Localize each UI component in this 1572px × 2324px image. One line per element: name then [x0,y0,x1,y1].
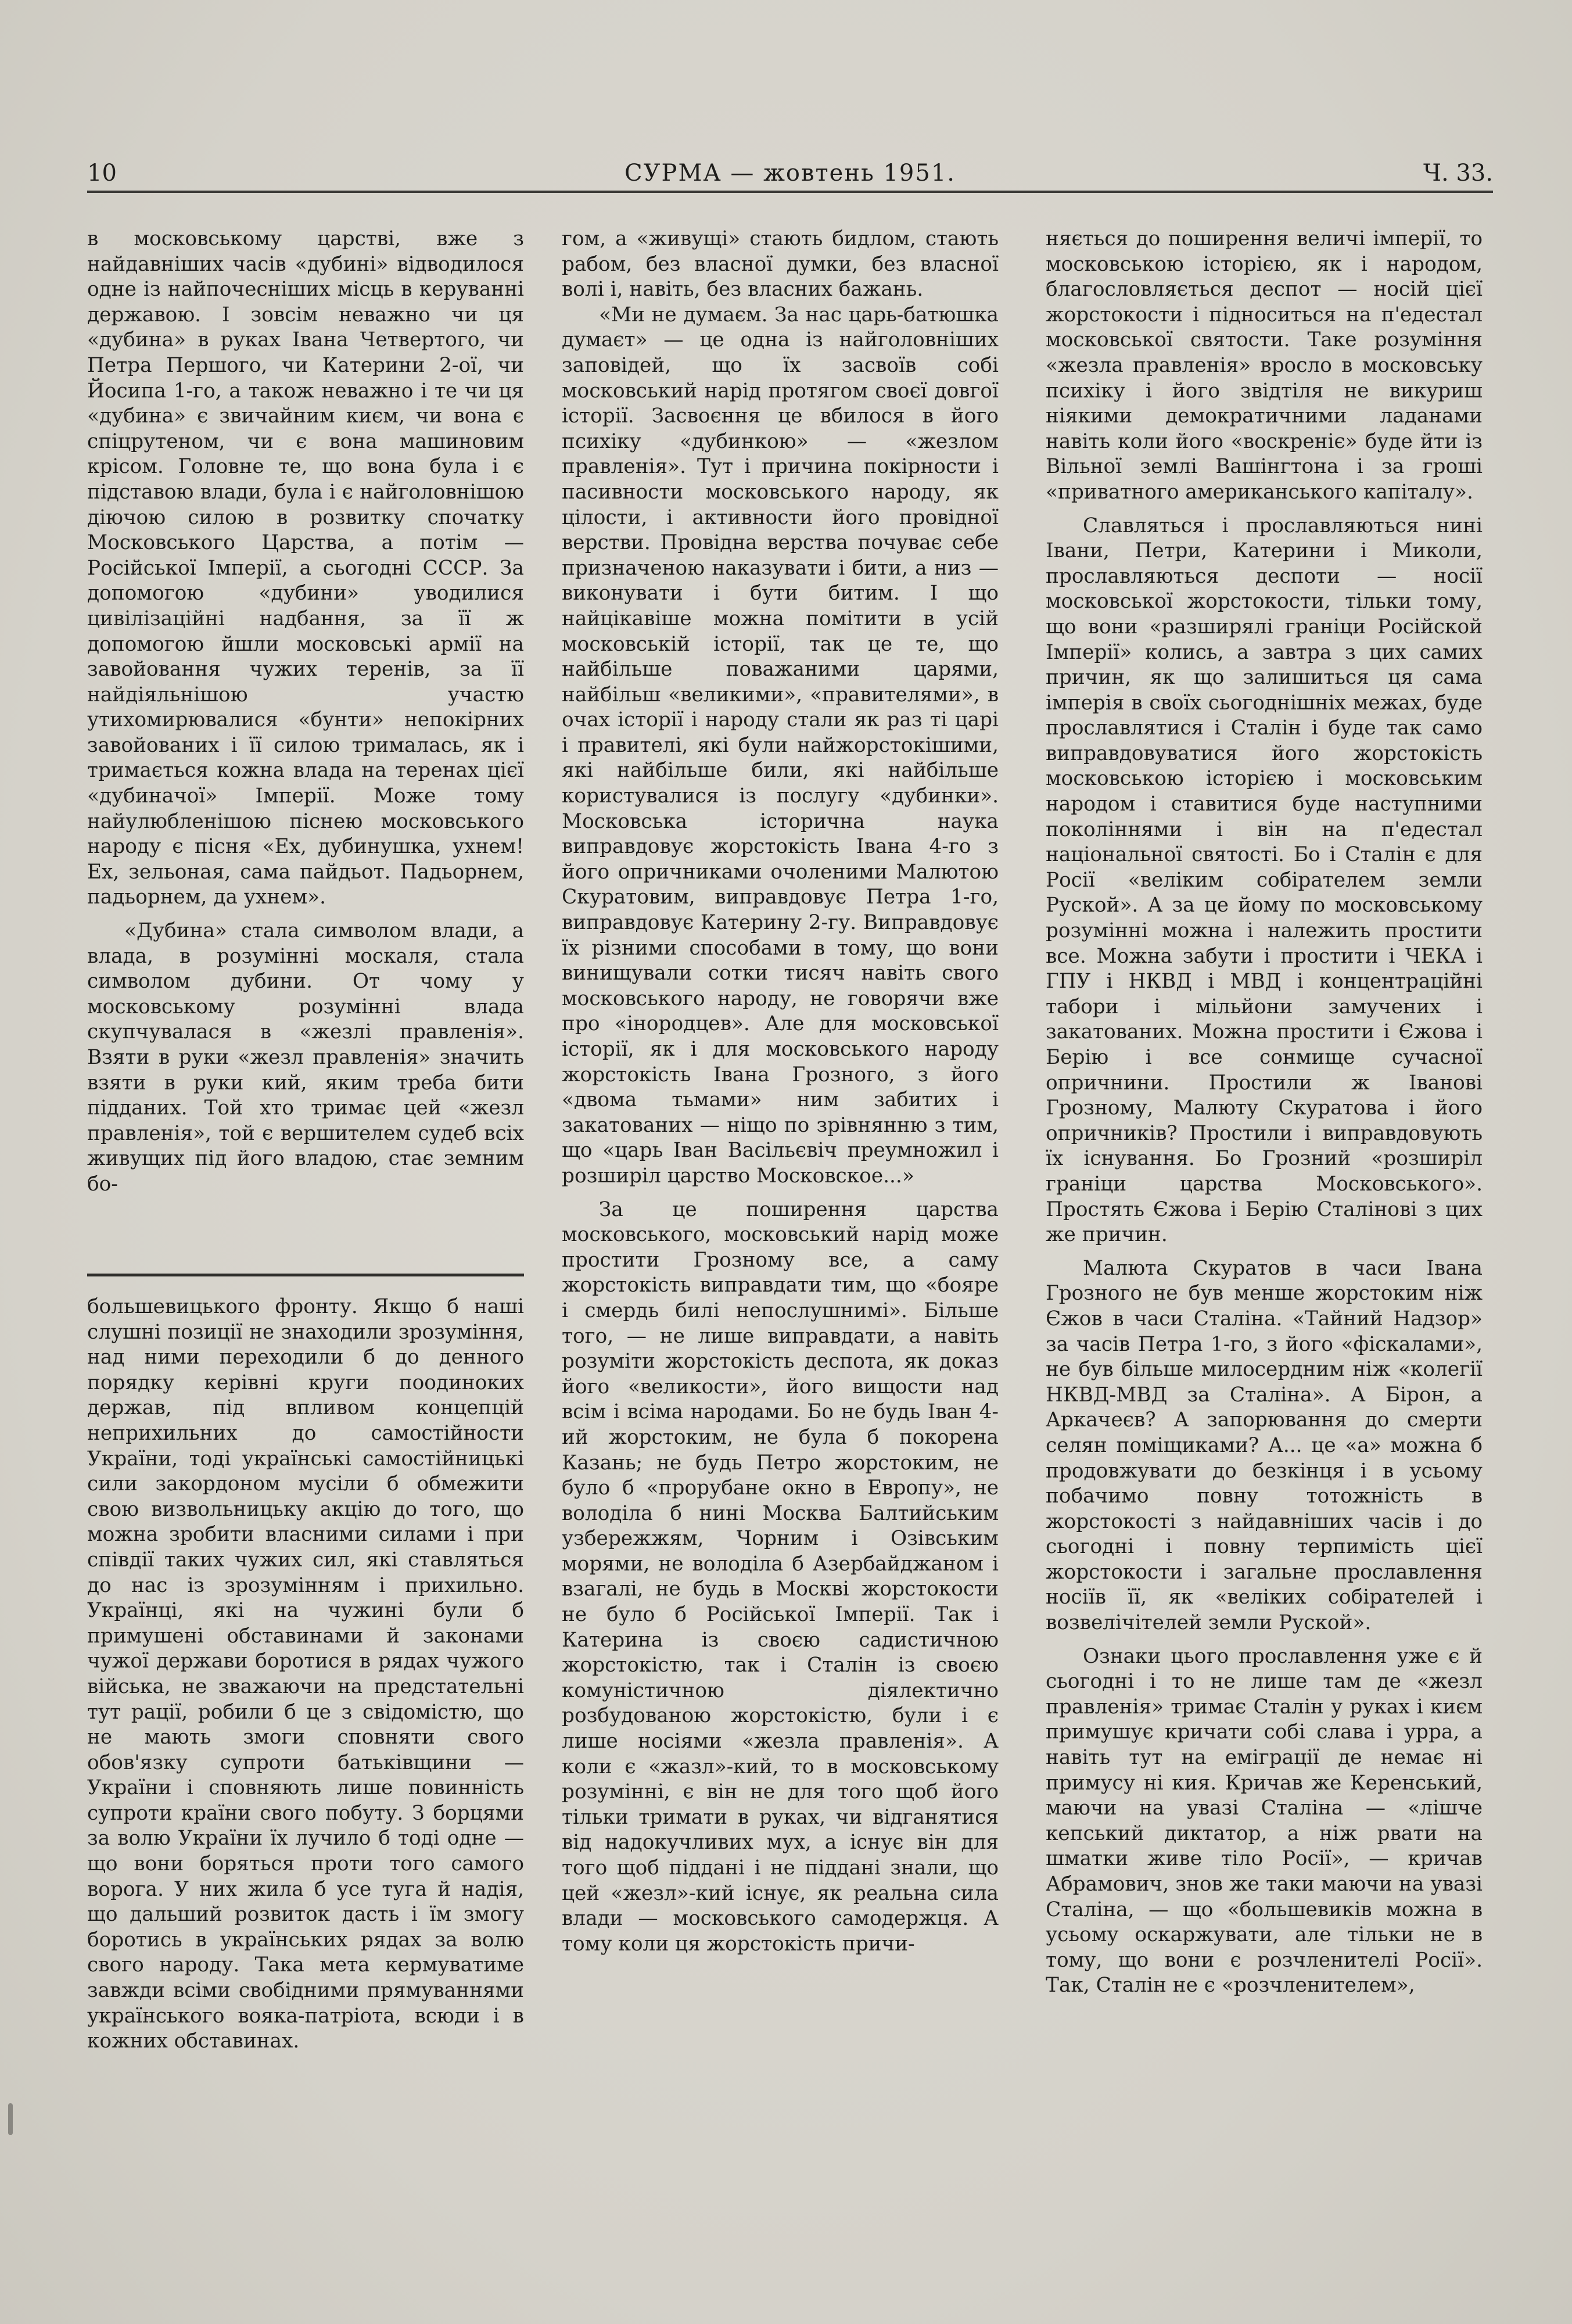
paragraph: «Дубина» стала символом влади, а влада, в розумінні москаля, стала символом дубини. От чому у московському розумінні влада скупчувалася в «жезлі правленія». Взяти в руки «жезл правленія» значить взяти в руки кий, яким треба бити підданих. Той хто тримає цей «жезл правленія», той є вершителем судеб всіх живущих під його владою, стає земним бо- [87,919,524,1196]
paragraph: За це поширення царства московського, московський нарід може простити Грозному все, а саму жорстокість виправдати тим, що «бояре і смердь билі непослушнимі». Більше того, — не лише виправдати, а навіть розуміти жорстокість деспота, як доказ його «великости», його вищости над всім і всіма народами. Бо не будь Іван 4-ий жорстоким, не була б покорена Казань; не будь Петро жорстоким, не було б «прорубане окно в Европу», не володіла б нині Москва Балтийським узбережжям, Чорним і Озівським морями, не володіла б Азербайджаном і взагалі, не будь в Москві жорстокости не було б Російської Імперії. Так і Катерина із своєю садистичною жорстокістю, так і Сталін із своєю комуністичною діялектично розбудованою жорстокістю, були і є лише носіями «жезла правленія». А коли є «жазл»-кий, то в московському розумінні, є він не для того щоб його тільки тримати в руках, чи відганятися від надокучливих мух, а існує він для того щоб піддані і не піддані знали, що цей «жезл»-кий існує, як реальна сила влади — московського самодержця. А тому коли ця жорстокість причи- [562,1197,999,1956]
column-2 [562,227,999,1957]
header-rule [87,191,1493,193]
issue-number: Ч. 33. [1423,160,1493,187]
print-smudge [8,2103,13,2135]
column-1-continued-article [87,1294,524,2054]
page-number: 10 [87,160,117,187]
paragraph: Малюта Скуратов в часи Івана Грозного не був менше жорстоким ніж Єжов в часи Сталіна. «Тайний Надзор» за часів Петра 1-го, з його «фіскалами», не був більше милосердним ніж «колегії НКВД-МВД за Сталіна». А Бірон, а Аркачеєв? А запорювання до смерти селян поміщиками? А... це «а» можна б продовжувати до безкінця і в усьому побачимо повну тотожність в жорстокості з найдавніших часів і до сьогодні і повну терпимість цієї жорстокости і загальне прославлення носіїв її, як «веліких собірателей і возвелічітелей земли Руской». [1046,1256,1483,1635]
section-divider [87,1274,524,1276]
paragraph: Ознаки цього прославлення уже є й сьогодні і то не лише там де «жезл правленія» тримає Сталін у руках і києм примушує кричати собі слава і урра, а навіть тут на еміграції де немає ні примусу ні кия. Кричав же Керенський, маючи на увазі Сталіна — «лішче кепський диктатор, а ніж рвати на шматки живе тіло Росії», — кричав Абрамович, знов же таки маючи на увазі Сталіна, — що «большевиків можна в усьому оскаржувати, але тільки не в тому, що вони є розчленителі Росії». Так, Сталін не є «розчленителем», [1046,1644,1483,1997]
paragraph: «Ми не думаєм. За нас царь-батюшка думаєт» — це одна із найголовніших заповідей, що їх засвоїв собі московський нарід протягом своєї довгої історії. Засвоєння це вбилося в його психіку «дубинкою» — «жезлом правленія». Тут і причина покірности і пасивности московського народу, як цілости, і активности його провідної верстви. Провідна верства почуває себе призначеною наказувати і бити, а низ — виконувати і бути битим. І що найцікавіше можна помітити в усій московській історії, так це те, що найбільше поважаними царями, найбільш «великими», «правителями», в очах історії і народу стали як раз ті царі і правителі, які були найжорстокішими, які найбільше били, які найбільше користувалися із послугу «дубинки». Московська історична наука виправдовує жорстокість Івана 4-го з його опричниками очоленими Малютою Скуратовим, виправдовує Петра 1-го, виправдовує Катерину 2-гу. Виправдовує їх різними способами в тому, що вони винищували сотки тисяч навіть свого московського народу, не говорячи вже про «інородцев». Але для московської історії, як і для московського народу жорстокість Івана Грозного, з його «двома тьмами» ним забитих і закатованих — ніщо по зрівнянню з тим, що «царь Іван Васільєвіч преумножил і розширіл царство Московское...» [562,303,999,1188]
publication-title: СУРМА — жовтень 1951. [625,160,956,187]
paragraph: в московському царстві, вже з найдавніших часів «дубині» відводилося одне із найпочесніших місць в керуванні державою. І зовсім неважно чи ця «дубина» в руках Івана Четвертого, чи Петра Першого, чи Катерини 2-ої, чи Йосипа 1-го, а також неважно і те чи ця «дубина» є звичайним києм, чи вона є спіцрутеном, чи є вона машиновим крісом. Головне те, що вона була і є підставою влади, була і є найголовнішою діючою силою в розвитку спочатку Московського Царства, а потім — Російської Імперії, а сьогодні СССР. За допомогою «дубини» уводилися цивілізаційні надбання, за її ж допомогою йшли московські армії на завойовання чужих теренів, за її найдіяльнішою участю утихомирювалися «бунти» непокірних завойованих і її силою трималась, як і тримається кожна влада на теренах цієї «дубиначої» Імперії. Може тому найулюбленішою піснею московського народу є пісня «Ех, дубинушка, ухнем! Ех, зельоная, сама пайдьот. Падьорнем, падьорнем, да ухнем». [87,227,524,909]
paragraph: Славляться і прославляються нині Івани, Петри, Катерини і Миколи, прославляються деспоти — носії московської жорстокости, тільки тому, що вони «разширялі граніци Російской Імперії» колись, а завтра з цих самих причин, як що залишиться ця сама імперія в своїх сьогоднішніх межах, буде прославлятися і Сталін і буде так само виправдовуватися його жорстокість московською історією і московським народом і ставитися буде наступними поколіннями і він на п'едестал національної святості. Бо і Сталін є для Росії «веліким собірателем земли Руской». А за це йому по московському розумінні можна і належить простити все. Можна забути і простити і ЧЕКА і ГПУ і НКВД і МВД і концентраційні табори і мільйони замучених і закатованих. Можна простити і Єжова і Берію і все сонмище сучасної опричнини. Простили ж Іванові Грозному, Малюту Скуратова і його опричників? Простили і виправдовують їх існування. Бо Грозний «розширіл граніци царства Московського». Простять Єжова і Берію Сталінові з цих же причин. [1046,514,1483,1247]
paragraph: большевицького фронту. Якщо б наші слушні позиції не знаходили зрозуміння, над ними переходили б до денного порядку керівні круги поодиноких держав, під впливом концепцій неприхильних до самостійности України, тоді українські самостійницькі сили закордоном мусіли б обмежити свою визвольницьку акцію до того, що можна зробити власними силами і при співдії таких чужих сил, які ставляться до нас із зрозумінням і прихильно. Українці, які на чужині були б примушені обставинами й законами чужої держави боротися в рядах чужого війська, не зважаючи на предстательні тут рації, робили б це з свідомістю, що не мають змоги сповняти свого обов'язку супроти батьківщини — України і сповняють лише повинність супроти країни свого побуту. З борцями за волю України їх лучило б тоді одне — що вони боряться проти того самого ворога. У них жила б усе туга й надія, що дальший розвиток дасть і їм змогу боротись в українських рядах за волю свого народу. Така мета кермуватиме завжди всіми свобідними прямуваннями українського вояка-патріота, всюди і в кожних обставинах. [87,1295,524,2053]
paragraph: гом, а «живущі» стають бидлом, стають рабом, без власної думки, без власної волі і, навіть, без власних бажань. [562,227,999,302]
column-3 [1046,227,1483,1999]
paragraph: няється до поширення величі імперії, то московською історією, як і народом, благословляється деспот — носій цієї жорстокости і підноситься на п'едестал московської святости. Таке розуміння «жезла правленія» вросло в московську психіку і його звідтіля не викуриш ніякими демократичними ладанами навіть коли його «воскреніє» буде йти із Вільної землі Вашінгтона і за гроші «приватного американського капіталу». [1046,227,1483,504]
page-header [87,156,1493,191]
